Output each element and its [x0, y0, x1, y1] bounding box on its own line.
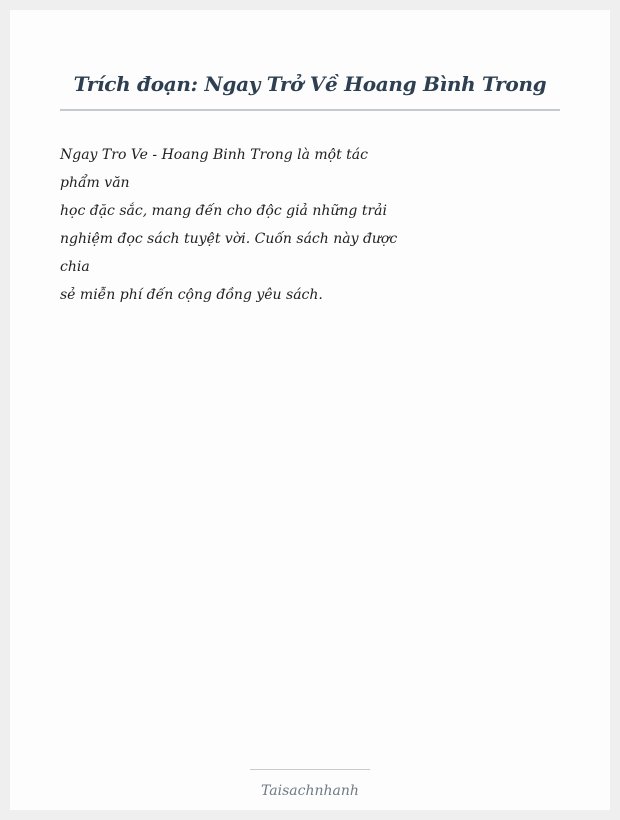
paragraph-line: Ngay Tro Ve - Hoang Binh Trong là một tác	[60, 147, 368, 163]
paragraph-line: chia	[60, 259, 90, 275]
paragraph-line: sẻ miễn phí đến cộng đồng yêu sách.	[60, 287, 323, 303]
title-divider	[60, 109, 560, 111]
page-title: Trích đoạn: Ngay Trở Về Hoang Bình Trong	[73, 72, 547, 96]
excerpt-paragraph	[60, 141, 398, 309]
paragraph-line: học đặc sắc, mang đến cho độc giả những trải	[60, 203, 387, 219]
footer-divider	[250, 769, 370, 770]
document-page	[10, 10, 610, 810]
paragraph-line: nghiệm đọc sách tuyệt vời. Cuốn sách này được	[60, 231, 398, 247]
footer-source: Taisachnhanh	[261, 783, 359, 799]
paragraph-line: phẩm văn	[60, 175, 130, 191]
